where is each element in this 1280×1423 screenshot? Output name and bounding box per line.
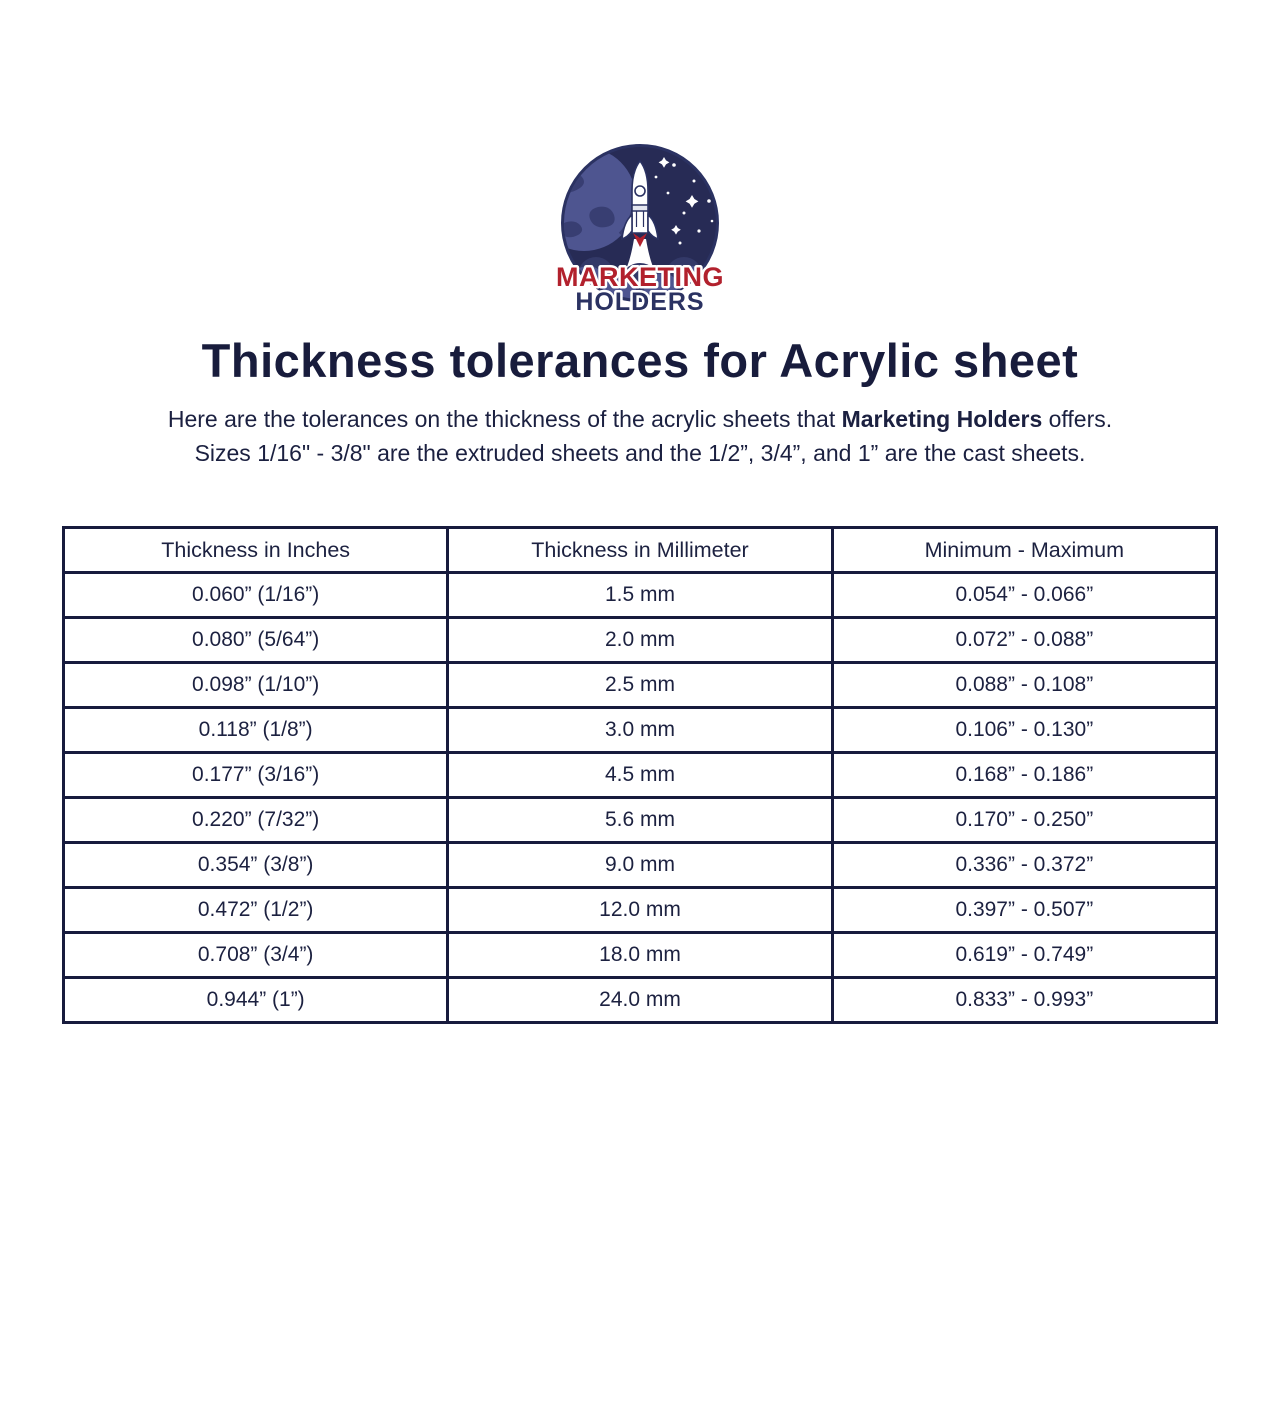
table-cell: 0.072” - 0.088” <box>832 618 1216 663</box>
table-header-cell: Minimum - Maximum <box>832 528 1216 573</box>
table-cell: 18.0 mm <box>448 933 832 978</box>
table-cell: 3.0 mm <box>448 708 832 753</box>
page-title: Thickness tolerances for Acrylic sheet <box>201 334 1079 387</box>
table-cell: 12.0 mm <box>448 888 832 933</box>
intro-line1-suffix: offers. <box>1042 406 1113 432</box>
table-body <box>64 573 1217 1023</box>
table-cell: 0.098” (1/10”) <box>64 663 448 708</box>
table-cell: 0.088” - 0.108” <box>832 663 1216 708</box>
table-cell: 2.0 mm <box>448 618 832 663</box>
table-row <box>64 843 1217 888</box>
table-cell: 0.944” (1”) <box>64 978 448 1023</box>
page-background <box>0 143 1280 1423</box>
table-cell: 0.170” - 0.250” <box>832 798 1216 843</box>
table-cell: 0.106” - 0.130” <box>832 708 1216 753</box>
table-cell: 0.054” - 0.066” <box>832 573 1216 618</box>
table-cell: 0.177” (3/16”) <box>64 753 448 798</box>
table-cell: 5.6 mm <box>448 798 832 843</box>
table-cell: 0.168” - 0.186” <box>832 753 1216 798</box>
logo-graphic <box>544 143 736 315</box>
table-cell: 0.833” - 0.993” <box>832 978 1216 1023</box>
intro-paragraph <box>50 402 1230 470</box>
intro-line1-prefix: Here are the tolerances on the thickness of the acrylic sheets that <box>167 406 842 432</box>
intro-line2: Sizes 1/16" - 3/8" are the extruded sheets and the 1/2”, 3/4”, and 1” are the cast sheets. <box>194 440 1086 466</box>
table-row <box>64 618 1217 663</box>
table-row <box>64 978 1217 1023</box>
table-cell: 4.5 mm <box>448 753 832 798</box>
table-header-row <box>64 528 1217 573</box>
logo-text-marketing: MARKETING <box>556 262 724 292</box>
table-row <box>64 708 1217 753</box>
table-head <box>64 528 1217 573</box>
intro-line1 <box>168 406 1112 432</box>
table-cell: 0.060” (1/16”) <box>64 573 448 618</box>
table-cell: 0.619” - 0.749” <box>832 933 1216 978</box>
table-header-cell: Thickness in Inches <box>64 528 448 573</box>
intro-line1-brand: Marketing Holders <box>841 406 1043 432</box>
tolerance-table <box>62 526 1218 1024</box>
table-row <box>64 888 1217 933</box>
table-row <box>64 798 1217 843</box>
table-cell: 24.0 mm <box>448 978 832 1023</box>
table-cell: 0.080” (5/64”) <box>64 618 448 663</box>
table-row <box>64 933 1217 978</box>
logo-text-holders: HOLDERS <box>575 288 705 315</box>
table-cell: 0.472” (1/2”) <box>64 888 448 933</box>
table-header-cell: Thickness in Millimeter <box>448 528 832 573</box>
table-row <box>64 573 1217 618</box>
table-cell: 9.0 mm <box>448 843 832 888</box>
table-cell: 0.354” (3/8”) <box>64 843 448 888</box>
table-row <box>64 753 1217 798</box>
table-cell: 0.118” (1/8”) <box>64 708 448 753</box>
table-cell: 0.336” - 0.372” <box>832 843 1216 888</box>
table-cell: 0.708” (3/4”) <box>64 933 448 978</box>
table-cell: 2.5 mm <box>448 663 832 708</box>
table-row <box>64 663 1217 708</box>
marketing-holders-logo <box>544 143 736 315</box>
table-cell: 0.397” - 0.507” <box>832 888 1216 933</box>
table-cell: 0.220” (7/32”) <box>64 798 448 843</box>
table-cell: 1.5 mm <box>448 573 832 618</box>
